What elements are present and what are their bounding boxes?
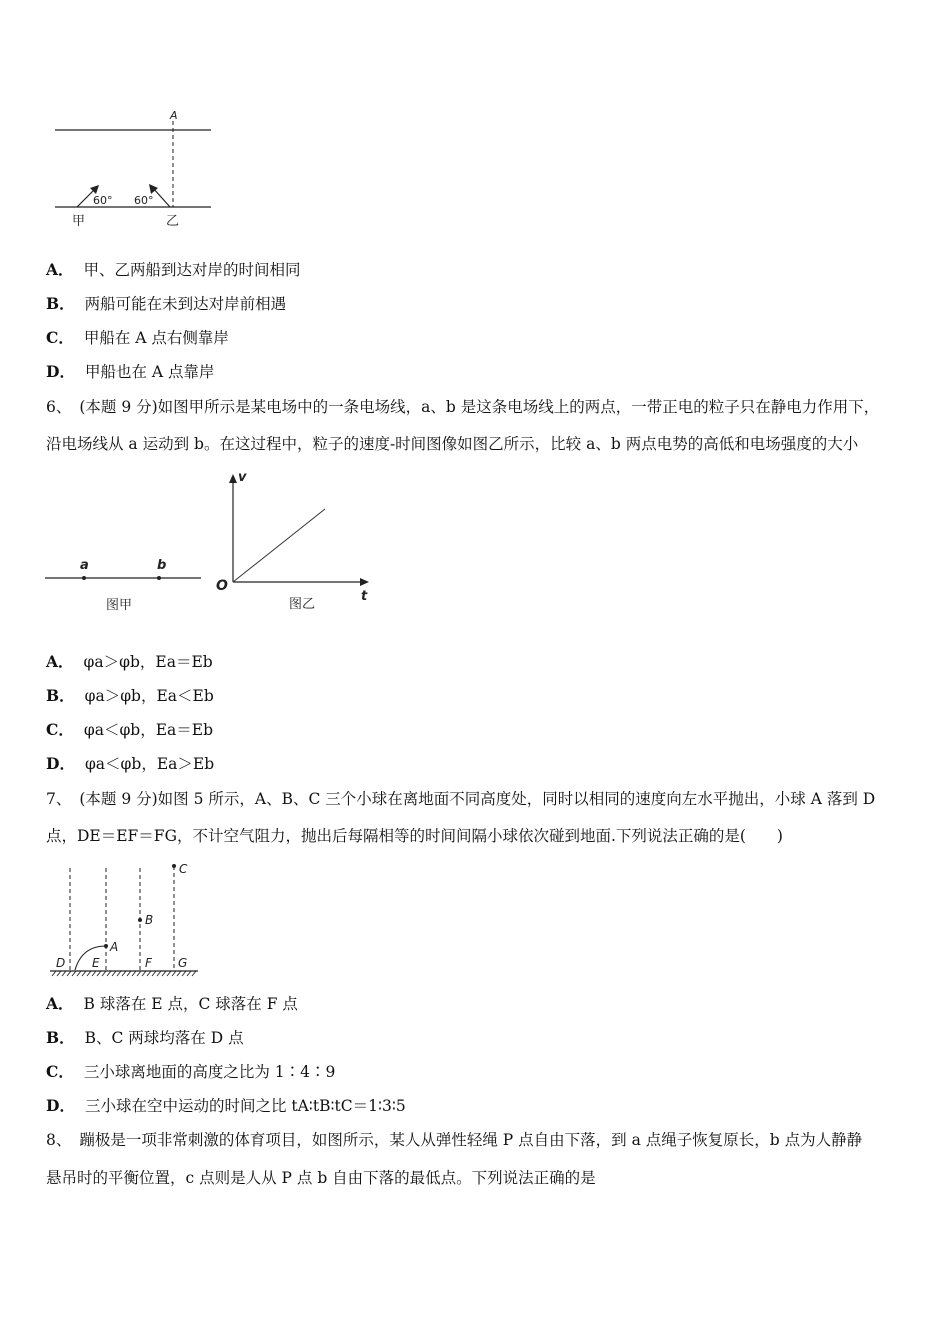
ball-a: [104, 944, 108, 948]
point-a-dot: [82, 576, 86, 580]
q6-stem-line1: 6、 (本题 9 分)如图甲所示是某电场中的一条电场线，a、b 是这条电场线上的两点，一带正电的粒子只在静电力作用下，: [46, 398, 880, 416]
q7-stem-line2: 点，DE＝EF＝FG，不计空气阻力，抛出后每隔相等的时间间隔小球依次碰到地面.下列说法正确的是( ): [46, 827, 783, 845]
q6-option-d: D． φa＜φb，Ea＞Eb: [46, 754, 215, 773]
q7-option-a: A． B 球落在 E 点，C 球落在 F 点: [46, 994, 298, 1013]
q6-option-b: B． φa＞φb，Ea＜Eb: [46, 686, 214, 705]
q5-option-a: A． 甲、乙两船到达对岸的时间相同: [46, 260, 301, 279]
label-g: G: [178, 956, 188, 970]
q7-stem-line1: 7、 (本题 9 分)如图 5 所示，A、B、C 三个小球在离地面不同高度处，同时以相同的速度向左水平抛出，小球 A 落到 D: [46, 790, 876, 808]
q8-stem-line2: 悬吊时的平衡位置，c 点则是人从 P 点 b 自由下落的最低点。下列说法正确的是: [46, 1169, 596, 1187]
label-yi: 乙: [166, 214, 180, 229]
axis-t-label: t: [361, 589, 368, 604]
point-a-label: a: [80, 558, 89, 573]
caption-yi: 图乙: [289, 597, 316, 612]
q5-option-d: D． 甲船也在 A 点靠岸: [46, 362, 215, 381]
q6-stem-line2: 沿电场线从 a 运动到 b。在这过程中，粒子的速度-时间图像如图乙所示，比较 a、b 两点电势的高低和电场强度的大小: [46, 435, 859, 453]
axis-v-label: v: [238, 470, 247, 485]
q7-option-c: C． 三小球离地面的高度之比为 1∶4∶9: [46, 1062, 336, 1081]
q6-option-a: A． φa＞φb，Ea＝Eb: [46, 652, 213, 671]
q7-option-d: D． 三小球在空中运动的时间之比 tA∶tB∶tC＝1∶3∶5: [46, 1096, 406, 1115]
label-a: A: [170, 109, 178, 122]
t-axis-arrow: [360, 578, 369, 586]
label-a: A: [110, 940, 119, 954]
label-b: B: [145, 913, 154, 927]
v-axis-arrow: [229, 474, 237, 483]
q5-option-b: B． 两船可能在未到达对岸前相遇: [46, 294, 287, 313]
trajectory-a: [75, 946, 106, 970]
arrow-yi: [153, 188, 170, 207]
q8-stem-line1: 8、 蹦极是一项非常刺激的体育项目，如图所示，某人从弹性轻绳 P 点自由下落，到 a 点绳子恢复原长，b 点为人静静: [46, 1131, 863, 1149]
ball-b: [138, 918, 142, 922]
label-e: E: [92, 956, 100, 970]
q6-figure-yi: [212, 470, 372, 616]
caption-jia: 图甲: [106, 598, 133, 613]
point-b-label: b: [157, 558, 167, 573]
point-b-dot: [157, 576, 161, 580]
angle-yi: 60°: [134, 194, 154, 207]
q7-option-b: B． B、C 两球均落在 D 点: [46, 1028, 244, 1047]
boats-figure: [50, 104, 220, 232]
label-f: F: [145, 956, 152, 970]
q7-figure: [48, 858, 200, 980]
label-jia: 甲: [72, 214, 86, 229]
ground-hatch: [52, 971, 196, 976]
angle-jia: 60°: [93, 194, 113, 207]
q6-option-c: C． φa＜φb，Ea＝Eb: [46, 720, 214, 739]
origin-label: O: [216, 578, 228, 594]
q6-figure-jia: [44, 552, 206, 614]
label-c: C: [179, 862, 188, 876]
ball-c: [172, 864, 176, 868]
label-d: D: [56, 956, 66, 970]
velocity-line: [233, 509, 325, 582]
q5-option-c: C． 甲船在 A 点右侧靠岸: [46, 328, 229, 347]
